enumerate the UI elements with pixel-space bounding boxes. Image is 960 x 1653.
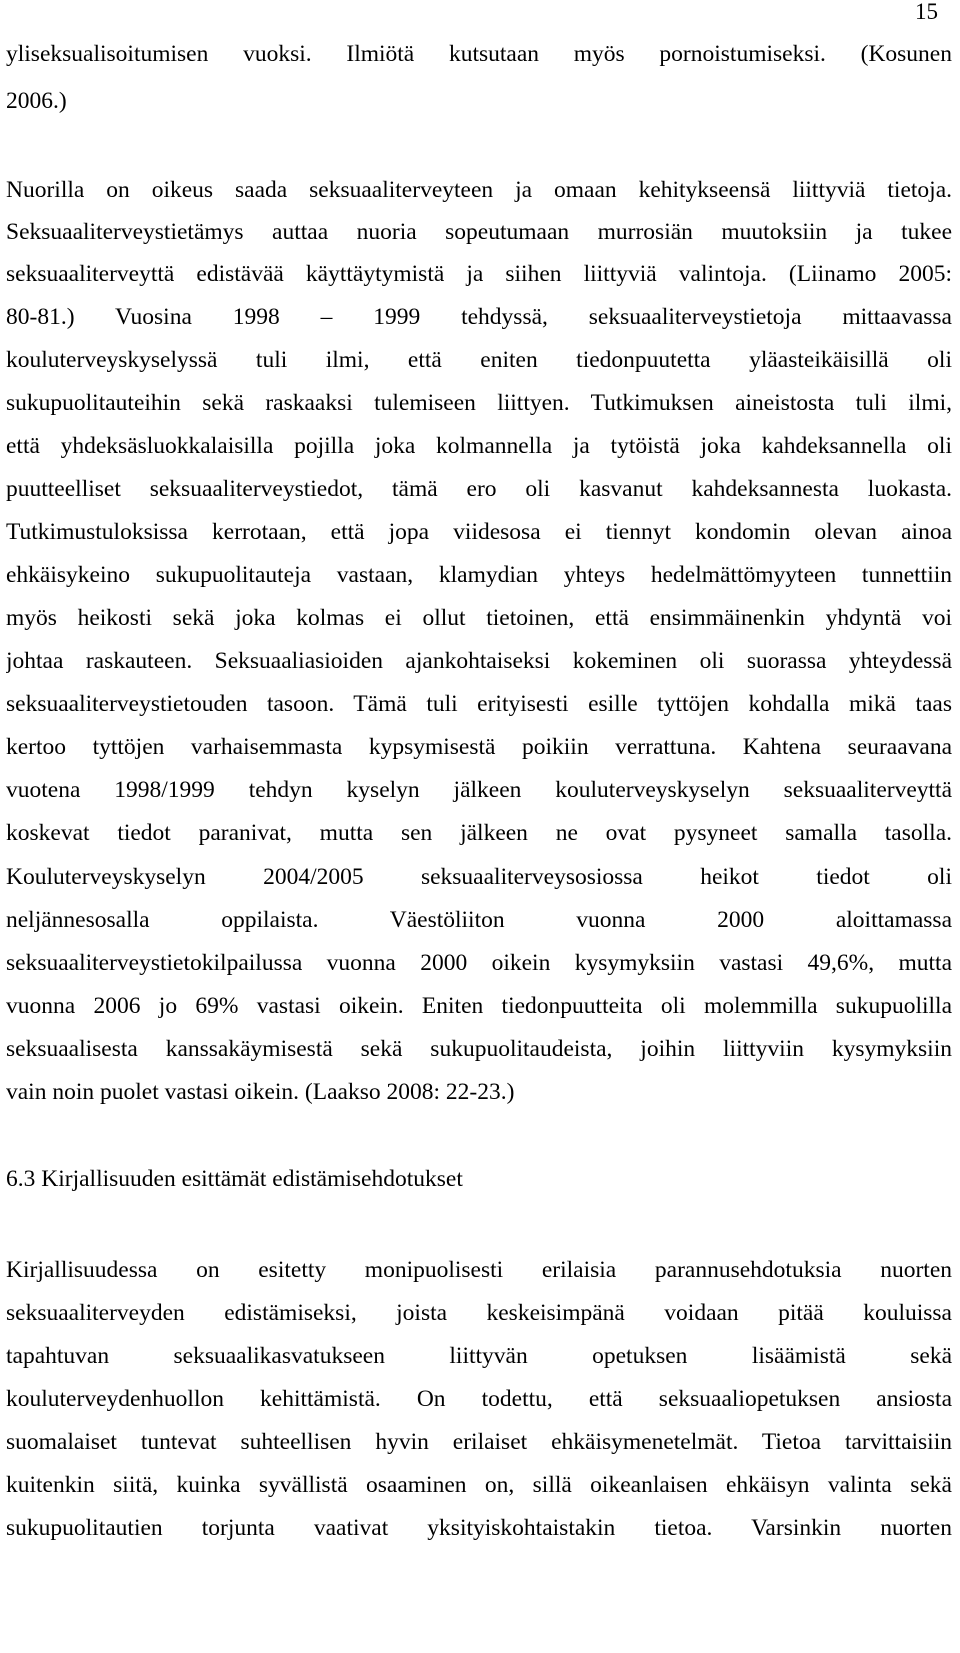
- page-number: 15: [915, 0, 938, 24]
- text-line: vuotena 1998/1999 tehdyn kyselyn jälkeen kouluterveyskyselyn seksuaaliterveyttä: [6, 777, 952, 803]
- text-line: vain noin puolet vastasi oikein. (Laakso 2008: 22-23.): [6, 1079, 515, 1105]
- text-line: seksuaaliterveystietokilpailussa vuonna 2000 oikein kysymyksiin vastasi 49,6%, mutta: [6, 950, 952, 976]
- text-line: kuitenkin siitä, kuinka syvällistä osaaminen on, sillä oikeanlaisen ehkäisyn valinta sekä: [6, 1472, 952, 1498]
- text-line: Kirjallisuudessa on esitetty monipuolisesti erilaisia parannusehdotuksia nuorten: [6, 1257, 952, 1283]
- text-line: että yhdeksäsluokkalaisilla pojilla joka kolmannella ja tytöistä joka kahdeksannella oli: [6, 433, 952, 459]
- text-line: seksuaaliterveyden edistämiseksi, joista keskeisimpänä voidaan pitää kouluissa: [6, 1300, 952, 1326]
- text-line: Nuorilla on oikeus saada seksuaaliterveyteen ja omaan kehitykseensä liittyviä tietoja.: [6, 177, 952, 203]
- text-line: suomalaiset tuntevat suhteellisen hyvin erilaiset ehkäisymenetelmät. Tietoa tarvittaisiin: [6, 1429, 952, 1455]
- section-heading: 6.3 Kirjallisuuden esittämät edistämisehdotukset: [6, 1166, 463, 1192]
- text-line: 80-81.) Vuosina 1998 – 1999 tehdyssä, seksuaaliterveystietoja mittaavassa: [6, 304, 952, 330]
- text-line: ehkäisykeino sukupuolitauteja vastaan, klamydian yhteys hedelmättömyyteen tunnettiin: [6, 562, 952, 588]
- text-line: koskevat tiedot paranivat, mutta sen jälkeen ne ovat pysyneet samalla tasolla.: [6, 820, 952, 846]
- text-line: kouluterveydenhuollon kehittämistä. On todettu, että seksuaaliopetuksen ansiosta: [6, 1386, 952, 1412]
- text-line: johtaa raskauteen. Seksuaaliasioiden ajankohtaiseksi kokeminen oli suorassa yhteydessä: [6, 648, 952, 674]
- text-line: myös heikosti sekä joka kolmas ei ollut tietoinen, että ensimmäinenkin yhdyntä voi: [6, 605, 952, 631]
- text-line: sukupuolitauteihin sekä raskaaksi tulemiseen liittyen. Tutkimuksen aineistosta tuli ilmi,: [6, 390, 952, 416]
- text-line: tapahtuvan seksuaalikasvatukseen liittyvän opetuksen lisäämistä sekä: [6, 1343, 952, 1369]
- text-line: puutteelliset seksuaaliterveystiedot, tämä ero oli kasvanut kahdeksannesta luokasta.: [6, 476, 952, 502]
- text-line: seksuaaliterveystietouden tasoon. Tämä tuli erityisesti esille tyttöjen kohdalla mikä taas: [6, 691, 952, 717]
- text-line: vuonna 2006 jo 69% vastasi oikein. Eniten tiedonpuutteita oli molemmilla sukupuolilla: [6, 993, 952, 1019]
- text-line: neljännesosalla oppilaista. Väestöliiton vuonna 2000 aloittamassa: [6, 907, 952, 933]
- text-line: seksuaalisesta kanssakäymisestä sekä sukupuolitaudeista, joihin liittyviin kysymyksiin: [6, 1036, 952, 1062]
- text-line: yliseksualisoitumisen vuoksi. Ilmiötä kutsutaan myös pornoistumiseksi. (Kosunen: [6, 41, 952, 67]
- text-line: Kouluterveyskyselyn 2004/2005 seksuaaliterveysosiossa heikot tiedot oli: [6, 864, 952, 890]
- text-line: Tutkimustuloksissa kerrotaan, että jopa viidesosa ei tiennyt kondomin olevan ainoa: [6, 519, 952, 545]
- text-line: seksuaaliterveyttä edistävää käyttäytymistä ja siihen liittyviä valintoja. (Liinamo 2005:: [6, 261, 952, 287]
- text-line: Seksuaaliterveystietämys auttaa nuoria sopeutumaan murrosiän muutoksiin ja tukee: [6, 219, 952, 245]
- text-line: kouluterveyskyselyssä tuli ilmi, että eniten tiedonpuutetta yläasteikäisillä oli: [6, 347, 952, 373]
- text-line: 2006.): [6, 88, 67, 114]
- text-line: kertoo tyttöjen varhaisemmasta kypsymisestä poikiin verrattuna. Kahtena seuraavana: [6, 734, 952, 760]
- text-line: sukupuolitautien torjunta vaativat yksityiskohtaistakin tietoa. Varsinkin nuorten: [6, 1515, 952, 1541]
